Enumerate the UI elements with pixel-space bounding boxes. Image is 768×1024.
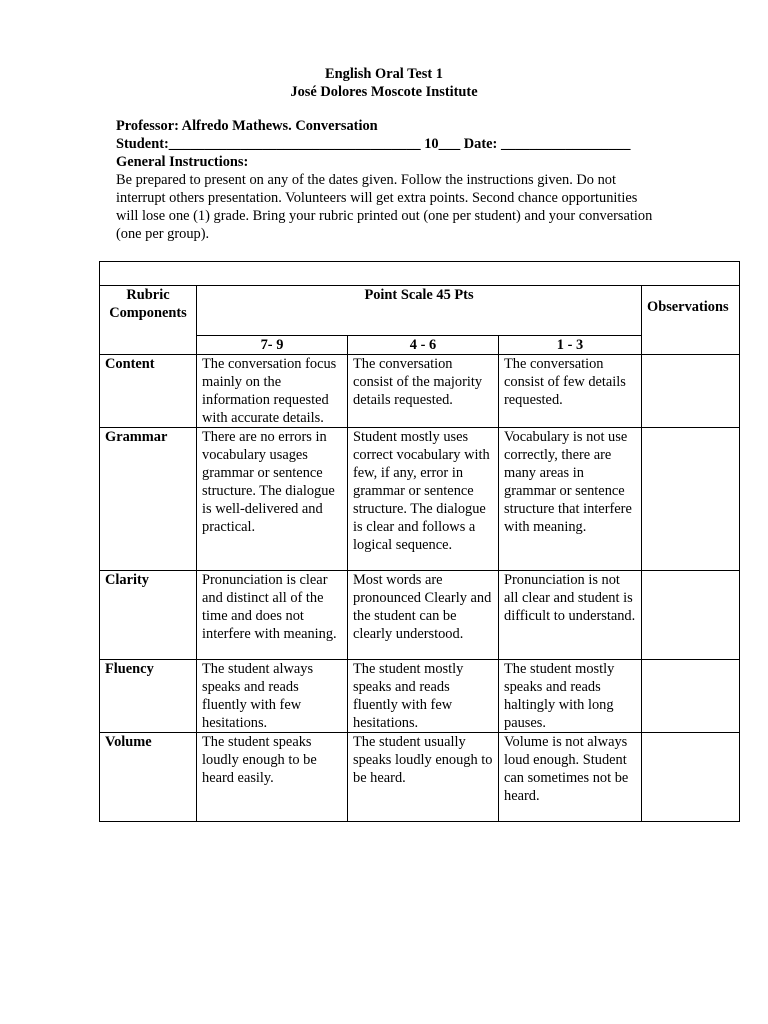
professor-line: Professor: Alfredo Mathews. Conversation (116, 118, 378, 134)
criteria-low: The student mostly speaks and reads haltingly with long pauses. (499, 660, 642, 733)
criteria-mid: The student mostly speaks and reads fluently with few hesitations. (348, 660, 499, 733)
criteria-mid: The conversation consist of the majority details requested. (348, 355, 499, 428)
criteria-mid: The student usually speaks loudly enough to be heard. (348, 733, 499, 822)
rubric-table (99, 261, 740, 822)
observation-cell[interactable] (642, 428, 740, 571)
observations-header: Observations (642, 286, 740, 355)
criteria-low: Vocabulary is not use correctly, there are many areas in grammar or sentence structure that interfere with meaning. (499, 428, 642, 571)
criteria-high: Pronunciation is clear and distinct all of the time and does not interfere with meaning. (197, 571, 348, 660)
rubric-components-header: Rubric Components (100, 286, 197, 355)
criteria-high: The student always speaks and reads fluently with few hesitations. (197, 660, 348, 733)
criteria-mid: Student mostly uses correct vocabulary with few, if any, error in grammar or sentence structure. The dialogue is clear and follows a logical sequence. (348, 428, 499, 571)
component-label: Grammar (100, 428, 197, 571)
observation-cell[interactable] (642, 355, 740, 428)
institute-name: José Dolores Moscote Institute (290, 84, 478, 100)
scale-low: 1 - 3 (499, 336, 642, 355)
table-row (100, 571, 740, 660)
scale-high: 7- 9 (197, 336, 348, 355)
table-row (100, 660, 740, 733)
criteria-high: There are no errors in vocabulary usages grammar or sentence structure. The dialogue is well-delivered and practical. (197, 428, 348, 571)
criteria-high: The conversation focus mainly on the information requested with accurate details. (197, 355, 348, 428)
criteria-low: Pronunciation is not all clear and student is difficult to understand. (499, 571, 642, 660)
table-row (100, 733, 740, 822)
observation-cell[interactable] (642, 733, 740, 822)
criteria-mid: Most words are pronounced Clearly and the student can be clearly understood. (348, 571, 499, 660)
component-label: Content (100, 355, 197, 428)
table-row (100, 428, 740, 571)
student-line: Student:___________________________________ 10___ Date: __________________ (116, 136, 631, 152)
observation-cell[interactable] (642, 660, 740, 733)
document-header (116, 117, 656, 243)
point-scale-header: Point Scale 45 Pts (197, 286, 642, 336)
instructions-heading: General Instructions: (116, 154, 249, 170)
component-label: Clarity (100, 571, 197, 660)
table-row (100, 355, 740, 428)
observation-cell[interactable] (642, 571, 740, 660)
test-title: English Oral Test 1 (325, 66, 443, 82)
document-title (0, 65, 768, 101)
table-header-row (100, 286, 740, 336)
instructions-text: Be prepared to present on any of the dates given. Follow the instructions given. Do not interrupt others presentation. Volunteers will get extra points. Second chance opportunities will lose one (1) grade. Bring your rubric printed out (one per student) and your conversation (one per group). (116, 172, 653, 242)
criteria-high: The student speaks loudly enough to be heard easily. (197, 733, 348, 822)
table-blank-row (100, 262, 740, 286)
component-label: Volume (100, 733, 197, 822)
criteria-low: The conversation consist of few details requested. (499, 355, 642, 428)
component-label: Fluency (100, 660, 197, 733)
blank-cell (100, 262, 740, 286)
scale-mid: 4 - 6 (348, 336, 499, 355)
criteria-low: Volume is not always loud enough. Student can sometimes not be heard. (499, 733, 642, 822)
